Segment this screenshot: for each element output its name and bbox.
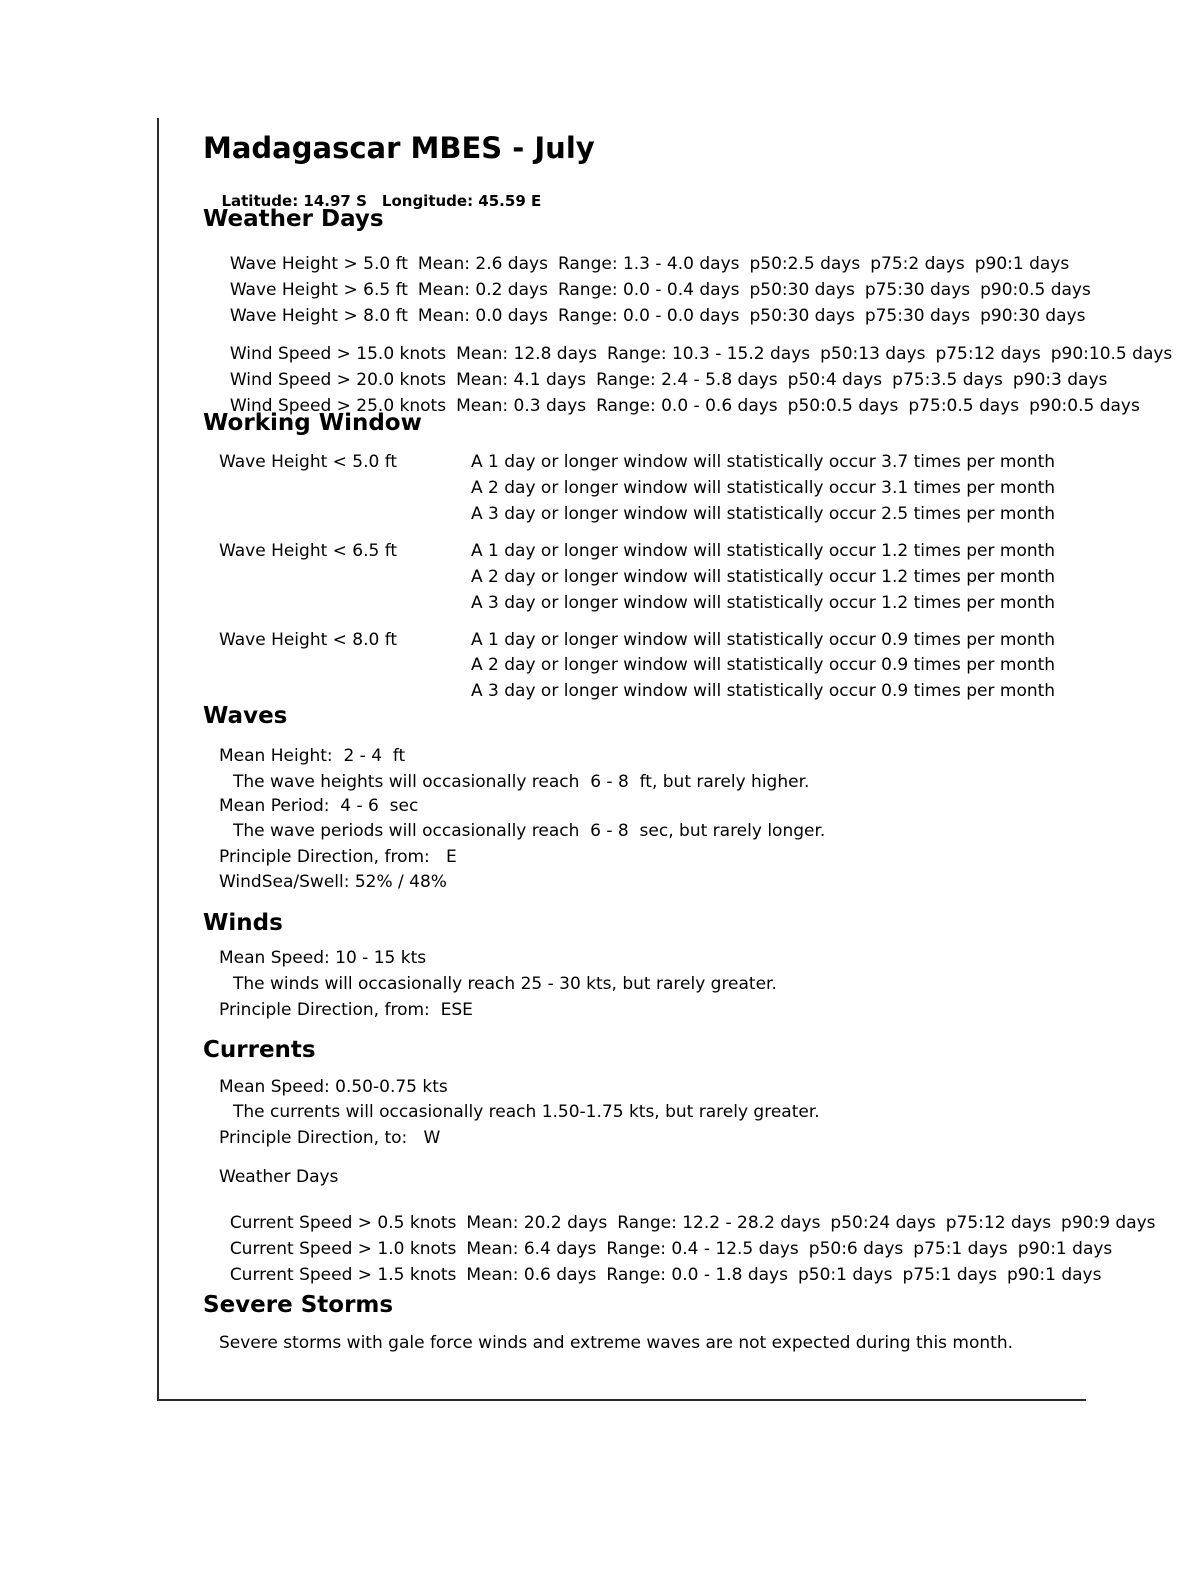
stat-p50: p50:2.5 days [749,254,861,275]
stat-p75: p75:1 days [902,1265,997,1286]
stat-mean: Mean: 20.2 days [466,1213,608,1234]
waves-mean-height: Mean Height: 2 - 4 ft [219,746,406,766]
stat-label: Wave Height > 5.0 ft [229,254,408,275]
stat-row-wave-height-8 [219,285,1085,328]
stat-range: Range: 2.4 - 5.8 days [596,370,778,391]
stat-label: Current Speed > 1.5 knots [229,1265,457,1286]
currents-weather-days-label: Weather Days [219,1167,339,1187]
stat-p90: p90:3 days [1012,370,1108,391]
stat-p50: p50:6 days [808,1239,904,1260]
stat-range: Range: 0.0 - 0.0 days [557,306,740,327]
waves-period-note: The wave periods will occasionally reach 6 - 8 sec, but rarely longer. [233,821,826,841]
stat-p50: p50:24 days [830,1213,936,1234]
stat-label: Wind Speed > 15.0 knots [229,344,447,365]
section-heading-severe-storms: Severe Storms [203,1292,394,1318]
window-line: A 2 day or longer window will statistically occur 1.2 times per month [471,567,1056,587]
stat-mean: Mean: 0.3 days [456,396,587,417]
stat-p50: p50:13 days [820,344,926,365]
stat-range: Range: 0.4 - 12.5 days [606,1239,799,1260]
stat-label: Current Speed > 0.5 knots [229,1213,457,1234]
stat-range: Range: 10.3 - 15.2 days [606,344,811,365]
stat-p50: p50:0.5 days [787,396,899,417]
stat-mean: Mean: 0.6 days [466,1265,597,1286]
stat-mean: Mean: 0.2 days [417,280,548,301]
window-line: A 3 day or longer window will statistically occur 1.2 times per month [471,593,1056,613]
stat-p50: p50:1 days [797,1265,893,1286]
stat-p90: p90:1 days [1017,1239,1113,1260]
window-group-label-5: Wave Height < 5.0 ft [219,452,398,472]
stat-label: Current Speed > 1.0 knots [229,1239,457,1260]
window-group-label-6-5: Wave Height < 6.5 ft [219,541,398,561]
stat-mean: Mean: 12.8 days [456,344,597,365]
stat-label: Wind Speed > 25.0 knots [229,396,447,417]
stat-p75: p75:0.5 days [908,396,1020,417]
stat-p90: p90:30 days [980,306,1086,327]
stat-label: Wave Height > 6.5 ft [229,280,408,301]
stat-p75: p75:1 days [913,1239,1008,1260]
section-heading-winds: Winds [203,910,283,936]
winds-speed-note: The winds will occasionally reach 25 - 30 kts, but rarely greater. [233,974,777,994]
stat-p75: p75:12 days [935,344,1041,365]
window-line: A 1 day or longer window will statistically occur 0.9 times per month [471,630,1056,650]
stat-p90: p90:0.5 days [980,280,1091,301]
page-title: Madagascar MBES - July [203,131,595,165]
stat-range: Range: 0.0 - 0.6 days [596,396,778,417]
stat-range: Range: 0.0 - 1.8 days [606,1265,788,1286]
stat-p90: p90:0.5 days [1029,396,1140,417]
winds-principle-direction: Principle Direction, from: ESE [219,1000,473,1020]
winds-mean-speed: Mean Speed: 10 - 15 kts [219,948,427,968]
window-line: A 3 day or longer window will statistically occur 0.9 times per month [471,681,1056,701]
stat-row-current-speed-1-5 [219,1244,1101,1287]
stat-p75: p75:12 days [945,1213,1052,1234]
stat-p90: p90:1 days [974,254,1070,275]
stat-label: Wind Speed > 20.0 knots [229,370,447,391]
currents-mean-speed: Mean Speed: 0.50-0.75 kts [219,1077,448,1097]
stat-p75: p75:30 days [864,280,971,301]
stat-p50: p50:30 days [749,280,855,301]
stat-p75: p75:2 days [870,254,965,275]
currents-principle-direction: Principle Direction, to: W [219,1128,441,1148]
waves-height-note: The wave heights will occasionally reach 6 - 8 ft, but rarely higher. [233,772,810,792]
severe-storms-text: Severe storms with gale force winds and extreme waves are not expected during this month. [219,1333,1014,1353]
stat-p75: p75:30 days [864,306,971,327]
stat-range: Range: 12.2 - 28.2 days [617,1213,821,1234]
window-line: A 2 day or longer window will statistically occur 3.1 times per month [471,478,1056,498]
stat-p75: p75:3.5 days [892,370,1003,391]
stat-p50: p50:30 days [749,306,855,327]
stat-mean: Mean: 0.0 days [417,306,548,327]
window-line: A 1 day or longer window will statistically occur 1.2 times per month [471,541,1056,561]
stat-mean: Mean: 2.6 days [417,254,548,275]
stat-p90: p90:9 days [1061,1213,1156,1234]
section-heading-waves: Waves [203,703,288,729]
section-heading-weather-days: Weather Days [203,206,384,232]
stat-mean: Mean: 6.4 days [466,1239,597,1260]
waves-windsea-swell: WindSea/Swell: 52% / 48% [219,872,447,892]
longitude-value: Longitude: 45.59 E [381,192,542,210]
section-heading-currents: Currents [203,1037,316,1063]
currents-speed-note: The currents will occasionally reach 1.50-1.75 kts, but rarely greater. [233,1102,820,1122]
stat-p50: p50:4 days [787,370,883,391]
stat-range: Range: 0.0 - 0.4 days [557,280,740,301]
stat-range: Range: 1.3 - 4.0 days [557,254,740,275]
stat-label: Wave Height > 8.0 ft [229,306,408,327]
stat-p90: p90:1 days [1006,1265,1102,1286]
stat-p90: p90:10.5 days [1050,344,1173,365]
latitude-value: Latitude: 14.97 S [221,192,367,210]
window-line: A 2 day or longer window will statistically occur 0.9 times per month [471,655,1056,675]
waves-principle-direction: Principle Direction, from: E [219,847,457,867]
coordinates-line [211,174,541,210]
section-heading-working-window: Working Window [203,410,422,436]
waves-mean-period: Mean Period: 4 - 6 sec [219,796,419,816]
stat-mean: Mean: 4.1 days [456,370,587,391]
window-group-label-8: Wave Height < 8.0 ft [219,630,398,650]
window-line: A 1 day or longer window will statistically occur 3.7 times per month [471,452,1056,472]
window-line: A 3 day or longer window will statistically occur 2.5 times per month [471,504,1056,524]
